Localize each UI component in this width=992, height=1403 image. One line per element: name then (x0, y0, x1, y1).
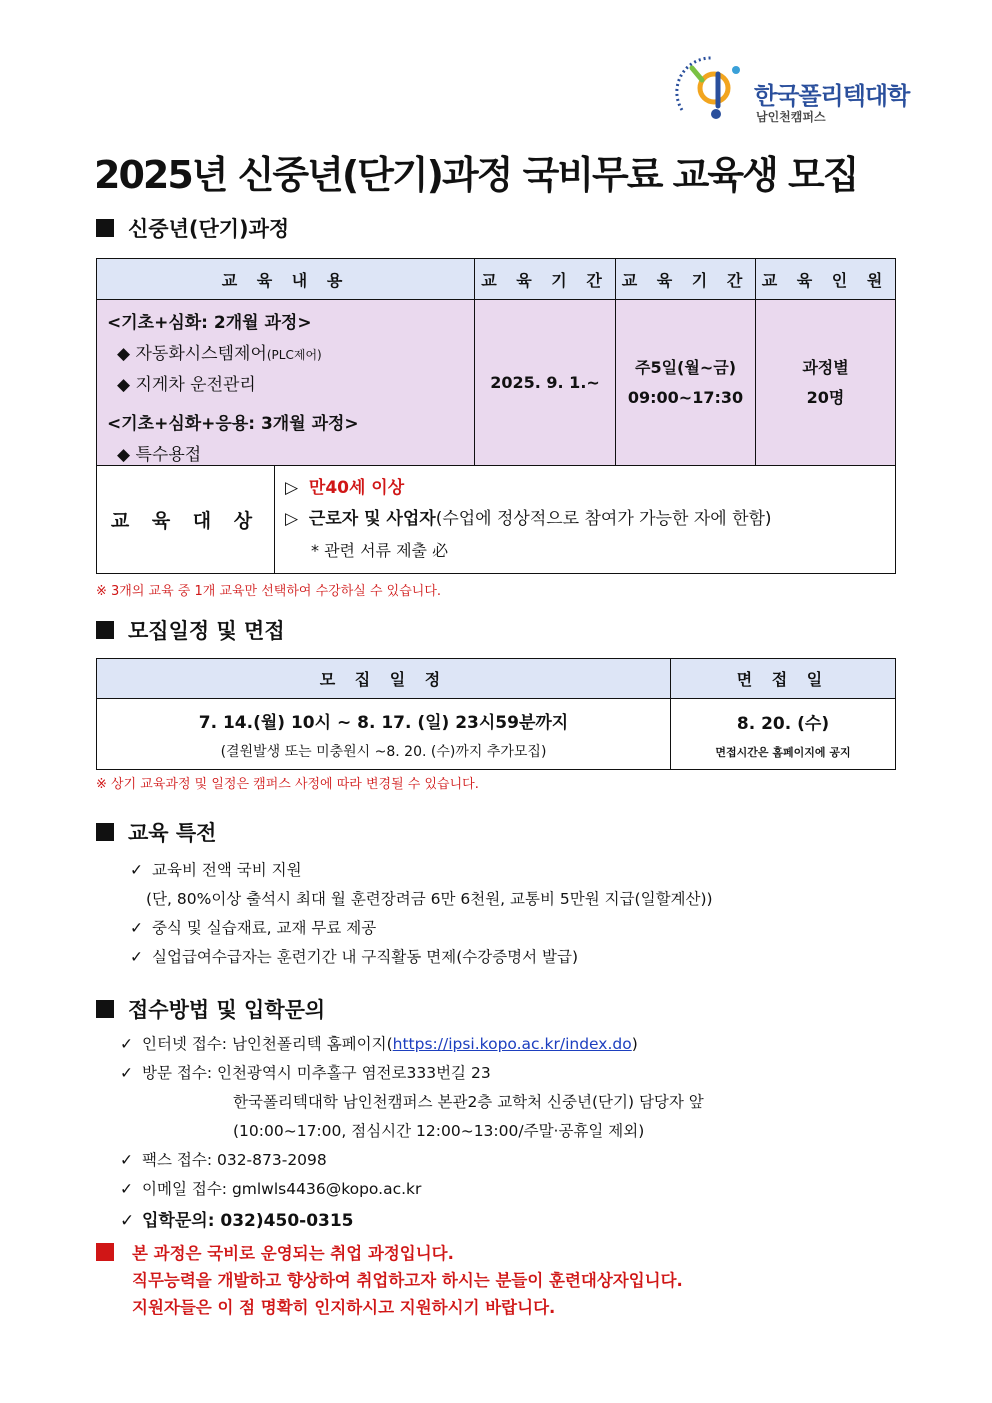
header-capacity: 교 육 인 원 (756, 259, 896, 300)
logo-campus: 남인천캠퍼스 (756, 110, 826, 124)
diamond-bullet-icon: ◆ (117, 445, 131, 465)
triangle-marker-icon: ▷ (285, 509, 299, 529)
target-worker-condition: (수업에 정상적으로 참여가 가능한 자에 한함) (435, 509, 772, 529)
check-icon: ✓ (120, 1151, 133, 1169)
square-bullet-icon (96, 1000, 114, 1018)
apply-internet (120, 1032, 638, 1054)
apply-email (120, 1177, 421, 1199)
apply-visit (120, 1061, 491, 1083)
course-item-name: 자동화시스템제어 (135, 344, 267, 364)
check-icon: ✓ (120, 1180, 133, 1198)
schedule-note: ※ 상기 교육과정 및 일정은 캠퍼스 사정에 따라 변경될 수 있습니다. (96, 777, 479, 792)
capacity-value: 20명 (806, 387, 845, 407)
section-heading-schedule (96, 615, 285, 645)
section-heading-course (96, 213, 289, 243)
check-icon: ✓ (130, 861, 143, 879)
college-logo (672, 50, 912, 130)
course-item (107, 370, 474, 395)
benefit-item (130, 858, 302, 880)
section-heading-apply (96, 994, 325, 1024)
diamond-bullet-icon: ◆ (117, 375, 131, 395)
target-row (97, 466, 896, 574)
course-table (96, 258, 896, 574)
course-table-header (97, 259, 896, 300)
benefit-text: 중식 및 실습재료, 교재 무료 제공 (152, 919, 377, 937)
apply-visit-office: 한국폴리텍대학 남인천캠퍼스 본관2층 교학처 신중년(단기) 담당자 앞 (233, 1093, 704, 1111)
apply-inquiry (120, 1206, 354, 1231)
header-interview: 면 접 일 (671, 659, 896, 699)
apply-internet-label: 인터넷 접수: 남인천폴리텍 홈페이지( (142, 1035, 393, 1053)
check-icon: ✓ (130, 948, 143, 966)
course-item-name: 지게차 운전관리 (135, 375, 256, 395)
interview-cell (671, 699, 896, 770)
benefit-text: 교육비 전액 국비 지원 (152, 861, 302, 879)
square-bullet-icon (96, 219, 114, 237)
header-recruit: 모 집 일 정 (97, 659, 671, 699)
target-line-worker (285, 504, 895, 535)
closing-line-2: 직무능력을 개발하고 향상하여 취업하고자 하시는 분들이 훈련대상자입니다. (132, 1271, 683, 1290)
apply-email-address: 이메일 접수: gmlwls4436@kopo.ac.kr (142, 1180, 422, 1198)
apply-internet-close: ) (631, 1035, 638, 1053)
benefit-item (130, 945, 578, 967)
check-icon: ✓ (120, 1064, 133, 1082)
target-worker: 근로자 및 사업자 (308, 509, 436, 529)
course-group-title: <기초+심화: 2개월 과정> (107, 313, 312, 333)
section-heading-label: 신중년(단기)과정 (128, 217, 290, 241)
diamond-bullet-icon: ◆ (117, 344, 131, 364)
benefit-text: 실업급여수급자는 훈련기간 내 구직활동 면제(수강증명서 발급) (152, 948, 579, 966)
target-content (275, 466, 896, 574)
interview-note: 면접시간은 홈페이지에 공지 (715, 745, 851, 759)
interview-date: 8. 20. (수) (736, 713, 830, 734)
logo-name: 한국폴리텍대학 (754, 82, 910, 110)
check-icon: ✓ (120, 1211, 135, 1231)
section-heading-label: 모집일정 및 면접 (128, 619, 285, 643)
course-days: 주5일(월~금) (635, 357, 737, 377)
polytech-emblem-icon (672, 50, 754, 130)
check-icon: ✓ (120, 1035, 133, 1053)
target-label: 교 육 대 상 (97, 466, 275, 574)
warning-square-icon (96, 1243, 114, 1261)
course-hours: 09:00~17:30 (627, 387, 744, 407)
apply-visit-address: 방문 접수: 인천광역시 미추홀구 염전로333번길 23 (142, 1064, 491, 1082)
target-line-age (285, 473, 895, 504)
course-capacity (756, 300, 896, 466)
target-age: 만40세 이상 (308, 478, 405, 498)
course-content-cell (97, 300, 475, 466)
course-period: 2025. 9. 1.~ (475, 300, 616, 466)
benefit-item (130, 916, 376, 938)
capacity-label: 과정별 (802, 357, 849, 377)
section-heading-label: 교육 특전 (128, 821, 217, 845)
course-group-title: <기초+심화+응용: 3개월 과정> (107, 414, 359, 434)
page-title: 2025년 신중년(단기)과정 국비무료 교육생 모집 (94, 153, 858, 197)
apply-fax-number: 팩스 접수: 032-873-2098 (142, 1151, 327, 1169)
recruit-schedule-extra: (결원발생 또는 미충원시 ~8. 20. (수)까지 추가모집) (220, 743, 547, 760)
apply-inquiry-phone: 입학문의: 032)450-0315 (142, 1211, 354, 1231)
apply-visit-hours: (10:00~17:00, 점심시간 12:00~13:00/주말·공휴일 제외) (233, 1122, 645, 1140)
section-heading-label: 접수방법 및 입학문의 (128, 998, 326, 1022)
square-bullet-icon (96, 823, 114, 841)
course-schedule (616, 300, 756, 466)
homepage-link[interactable]: https://ipsi.kopo.ac.kr/index.do (392, 1035, 632, 1053)
recruit-schedule-cell (97, 699, 671, 770)
schedule-row (97, 699, 896, 770)
apply-fax (120, 1148, 327, 1170)
header-content: 교 육 내 용 (97, 259, 475, 300)
header-schedule: 교 육 기 간 (616, 259, 756, 300)
target-documents: * 관련 서류 제출 必 (311, 541, 449, 560)
triangle-marker-icon: ▷ (285, 478, 299, 498)
check-icon: ✓ (130, 919, 143, 937)
schedule-table (96, 658, 896, 770)
course-item (107, 339, 474, 364)
closing-line-1: 본 과정은 국비로 운영되는 취업 과정입니다. (132, 1244, 454, 1263)
course-item-suffix: (PLC제어) (266, 348, 322, 362)
course-item-name: 특수용접 (135, 445, 202, 465)
header-period: 교 육 기 간 (475, 259, 616, 300)
schedule-table-header (97, 659, 896, 699)
course-table-row (97, 300, 896, 466)
closing-line-3: 지원자들은 이 점 명확히 인지하시고 지원하시기 바랍니다. (132, 1298, 556, 1317)
section-heading-benefits (96, 817, 216, 847)
recruit-schedule: 7. 14.(월) 10시 ~ 8. 17. (일) 23시59분까지 (198, 712, 569, 733)
benefit-item-detail: (단, 80%이상 출석시 최대 월 훈련장려금 6만 6천원, 교통비 5만원 지급(일할계산)) (146, 890, 713, 908)
course-note: ※ 3개의 교육 중 1개 교육만 선택하여 수강하실 수 있습니다. (96, 584, 442, 599)
course-item (107, 440, 474, 465)
square-bullet-icon (96, 621, 114, 639)
